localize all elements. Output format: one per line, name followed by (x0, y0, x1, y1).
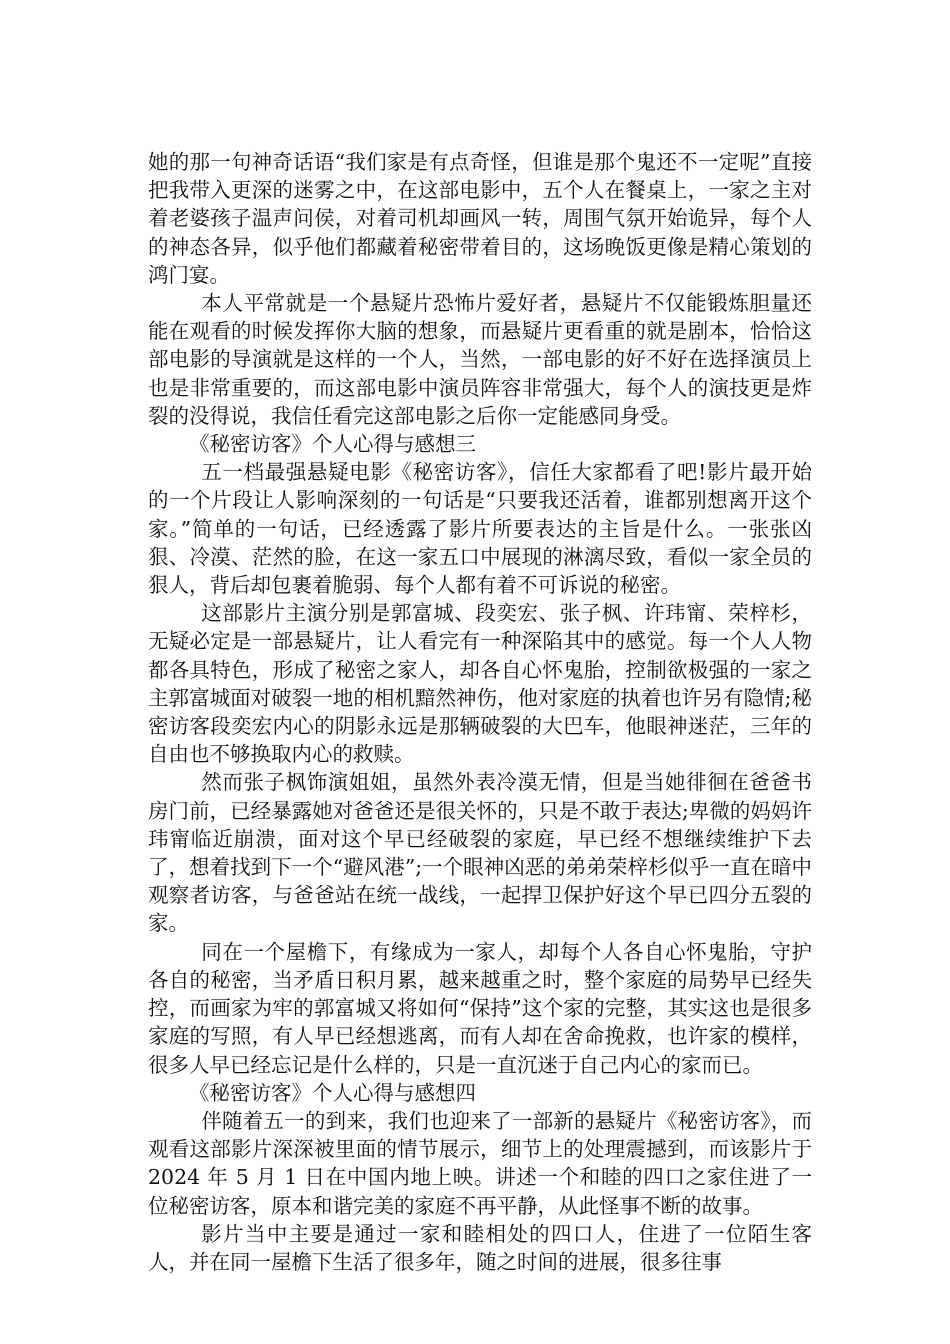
paragraph-2: 本人平常就是一个悬疑片恐怖片爱好者，悬疑片不仅能锻炼胆量还能在观看的时候发挥你大脑的想象，而悬疑片更看重的就是剧本，恰恰这部电影的导演就是这样的一个人，当然，一部电影的好不好在选择演员上也是非常重要的，而这部电影中演员阵容非常强大，每个人的演技更是炸裂的没得说，我信任看完这部电影之后你一定能感同身受。 (148, 291, 812, 428)
paragraph-4: 这部影片主演分别是郭富城、段奕宏、张子枫、许玮甯、荣梓杉，无疑必定是一部悬疑片，让人看完有一种深陷其中的感觉。每一个人人物都各具特色，形成了秘密之家人，却各自心怀鬼胎，控制欲极强的一家之主郭富城面对破裂一地的相机黯然神伤，他对家庭的执着也许另有隐情;秘密访客段奕宏内心的阴影永远是那辆破裂的大巴车，他眼神迷茫，三年的自由也不够换取内心的救赎。 (148, 601, 812, 767)
section-heading-3: 《秘密访客》个人心得与感想三 (189, 432, 476, 457)
paragraph-1: 她的那一句神奇话语“我们家是有点奇怪，但谁是那个鬼还不一定呢”直接把我带入更深的迷雾之中，在这部电影中，五个人在餐桌上，一家之主对着老婆孩子温声问侯，对着司机却画风一转，周围气氛开始诡异，每个人的神态各异，似乎他们都藏着秘密带着目的，这场晚饭更像是精心策划的鸿门宴。 (148, 150, 812, 287)
paragraph-8: 影片当中主要是通过一家和睦相处的四口人，住进了一位陌生客人，并在同一屋檐下生活了很多年，随之时间的进展，很多往事 (148, 1221, 812, 1274)
paragraph-7: 伴随着五一的到来，我们也迎来了一部新的悬疑片《秘密访客》，而观看这部影片深深被里面的情节展示，细节上的处理震撼到，而该影片于 2024 年 5 月 1 日在中国内地上映。讲述一个和睦的四口之家住进了一位秘密访客，原本和谐完美的家庭不再平静，从此怪事不断的故事。 (148, 1108, 812, 1218)
paragraph-5: 然而张子枫饰演姐姐，虽然外表冷漠无情，但是当她徘徊在爸爸书房门前，已经暴露她对爸爸还是很关怀的，只是不敢于表达;卑微的妈妈许玮甯临近崩溃，面对这个早已经破裂的家庭，早已经不想继续维护下去了，想着找到下一个“避风港”;一个眼神凶恶的弟弟荣梓杉似乎一直在暗中观察者访客，与爸爸站在统一战线，一起捍卫保护好这个早已四分五裂的家。 (148, 770, 812, 936)
document-body (148, 148, 812, 1276)
paragraph-3: 五一档最强悬疑电影《秘密访客》，信任大家都看了吧!影片最开始的一个片段让人影响深刻的一句话是“只要我还活着，谁都别想离开这个家。”简单的一句话，已经透露了影片所要表达的主旨是什么。一张张凶狠、冷漠、茫然的脸，在这一家五口中展现的淋漓尽致，看似一家全员的狠人，背后却包裹着脆弱、每个人都有着不可诉说的秘密。 (148, 460, 812, 598)
section-heading-4: 《秘密访客》个人心得与感想四 (189, 1080, 476, 1105)
paragraph-6: 同在一个屋檐下，有缘成为一家人，却每个人各自心怀鬼胎，守护各自的秘密，当矛盾日积月累，越来越重之时，整个家庭的局势早已经失控，而画家为牢的郭富城又将如何“保持”这个家的完整，其实这也是很多家庭的写照，有人早已经想逃离，而有人却在舍命挽救，也许家的模样，很多人早已经忘记是什么样的，只是一直沉迷于自己内心的家而已。 (148, 939, 812, 1077)
